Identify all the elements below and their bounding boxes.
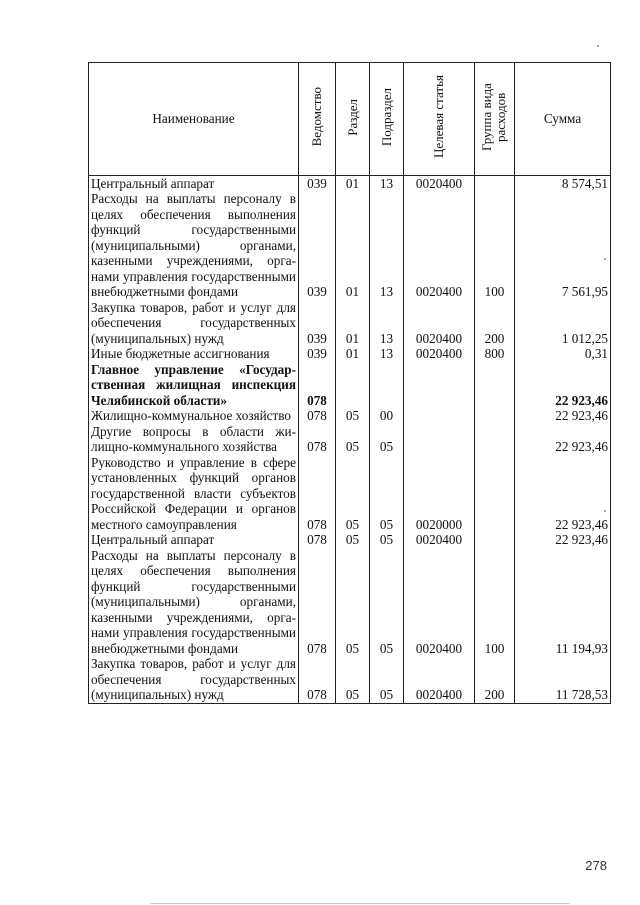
cell-name: Закупка товаров, работ и услуг для обеспечения государственных (муниципальных) нужд <box>89 300 299 347</box>
cell-expense-group: 100 <box>475 191 515 300</box>
header-name: Наименование <box>89 63 299 176</box>
table-row <box>89 346 611 362</box>
cell-razdel: 05 <box>336 408 370 424</box>
cell-target-article: 0020400 <box>404 175 475 191</box>
cell-razdel: 01 <box>336 191 370 300</box>
cell-target-article: 0020000 <box>404 455 475 533</box>
cell-podrazdel: 05 <box>370 656 404 703</box>
cell-sum: 1 012,25 <box>515 300 611 347</box>
cell-razdel: 01 <box>336 346 370 362</box>
table-row <box>89 548 611 657</box>
cell-name: Центральный аппарат <box>89 175 299 191</box>
budget-table <box>88 62 611 704</box>
cell-name: Иные бюджетные ассигнования <box>89 346 299 362</box>
cell-target-article <box>404 362 475 409</box>
cell-razdel <box>336 362 370 409</box>
header-target-article: Целевая статья <box>431 75 446 159</box>
cell-podrazdel: 05 <box>370 455 404 533</box>
cell-target-article <box>404 408 475 424</box>
cell-expense-group <box>475 362 515 409</box>
cell-vedomstvo: 078 <box>299 362 336 409</box>
cell-podrazdel: 00 <box>370 408 404 424</box>
cell-razdel: 01 <box>336 175 370 191</box>
cell-sum: 7 561,95 <box>515 191 611 300</box>
table-row <box>89 191 611 300</box>
cell-razdel: 05 <box>336 656 370 703</box>
cell-podrazdel: 05 <box>370 548 404 657</box>
cell-vedomstvo: 078 <box>299 455 336 533</box>
cell-vedomstvo: 078 <box>299 532 336 548</box>
cell-podrazdel <box>370 362 404 409</box>
cell-target-article: 0020400 <box>404 300 475 347</box>
cell-podrazdel: 13 <box>370 175 404 191</box>
cell-expense-group <box>475 175 515 191</box>
cell-sum: 22 923,46 <box>515 532 611 548</box>
cell-razdel: 05 <box>336 455 370 533</box>
cell-vedomstvo: 078 <box>299 424 336 455</box>
cell-expense-group: 200 <box>475 300 515 347</box>
cell-razdel: 05 <box>336 532 370 548</box>
cell-podrazdel: 05 <box>370 424 404 455</box>
cell-podrazdel: 13 <box>370 346 404 362</box>
scan-dot <box>604 258 606 260</box>
cell-target-article <box>404 424 475 455</box>
table-row <box>89 408 611 424</box>
header-sum: Сумма <box>515 63 611 176</box>
cell-target-article: 0020400 <box>404 346 475 362</box>
cell-vedomstvo: 078 <box>299 548 336 657</box>
cell-razdel: 05 <box>336 424 370 455</box>
cell-expense-group <box>475 532 515 548</box>
cell-vedomstvo: 039 <box>299 175 336 191</box>
header-podrazdel: Подраздел <box>378 87 394 147</box>
page-number: 278 <box>585 858 607 873</box>
cell-sum: 22 923,46 <box>515 424 611 455</box>
table-row <box>89 532 611 548</box>
scan-edge-line <box>150 903 570 904</box>
cell-target-article: 0020400 <box>404 191 475 300</box>
cell-expense-group: 200 <box>475 656 515 703</box>
cell-expense-group <box>475 424 515 455</box>
table-row <box>89 300 611 347</box>
cell-expense-group: 800 <box>475 346 515 362</box>
cell-target-article: 0020400 <box>404 548 475 657</box>
cell-sum: 11 728,53 <box>515 656 611 703</box>
cell-name: Жилищно-коммунальное хозяйство <box>89 408 299 424</box>
cell-target-article: 0020400 <box>404 656 475 703</box>
scan-dot <box>604 510 606 512</box>
cell-vedomstvo: 078 <box>299 408 336 424</box>
cell-podrazdel: 13 <box>370 191 404 300</box>
table-row <box>89 175 611 191</box>
cell-sum: 22 923,46 <box>515 408 611 424</box>
cell-vedomstvo: 039 <box>299 346 336 362</box>
table-header-row <box>89 63 611 176</box>
cell-expense-group <box>475 455 515 533</box>
cell-sum: 8 574,51 <box>515 175 611 191</box>
cell-sum: 22 923,46 <box>515 362 611 409</box>
cell-razdel: 05 <box>336 548 370 657</box>
table-row <box>89 362 611 409</box>
cell-name: Руководство и управление в сфере установленных функций органов государственной власти субъектов Российской Федерации и органов местного самоуправления <box>89 455 299 533</box>
header-vedomstvo: Ведомство <box>309 87 324 147</box>
cell-sum: 0,31 <box>515 346 611 362</box>
cell-razdel: 01 <box>336 300 370 347</box>
cell-name: Закупка товаров, работ и услуг для обеспечения государственных (муниципальных) нужд <box>89 656 299 703</box>
cell-sum: 22 923,46 <box>515 455 611 533</box>
scan-dot <box>597 45 599 47</box>
cell-vedomstvo: 078 <box>299 656 336 703</box>
table-row <box>89 424 611 455</box>
cell-podrazdel: 13 <box>370 300 404 347</box>
header-razdel: Раздел <box>344 98 360 136</box>
cell-name: Центральный аппарат <box>89 532 299 548</box>
cell-sum: 11 194,93 <box>515 548 611 657</box>
cell-name: Главное управление «Государственная жилищная инспекция Челябинской области» <box>89 362 299 409</box>
table-row <box>89 455 611 533</box>
cell-vedomstvo: 039 <box>299 300 336 347</box>
header-expense-group: Группа вида расходов <box>478 83 508 151</box>
cell-target-article: 0020400 <box>404 532 475 548</box>
cell-podrazdel: 05 <box>370 532 404 548</box>
cell-expense-group <box>475 408 515 424</box>
cell-expense-group: 100 <box>475 548 515 657</box>
cell-vedomstvo: 039 <box>299 191 336 300</box>
table-row <box>89 656 611 703</box>
cell-name: Расходы на выплаты персоналу в целях обеспечения выполнения функций государственными (муниципальными) органами, казенными учреждениями, органами управления государственными внебюджетными фондами <box>89 548 299 657</box>
cell-name: Расходы на выплаты персоналу в целях обеспечения выполнения функций государственными (муниципальными) органами, казенными учреждениями, органами управления государственными внебюджетными фондами <box>89 191 299 300</box>
cell-name: Другие вопросы в области жилищно-коммунального хозяйства <box>89 424 299 455</box>
